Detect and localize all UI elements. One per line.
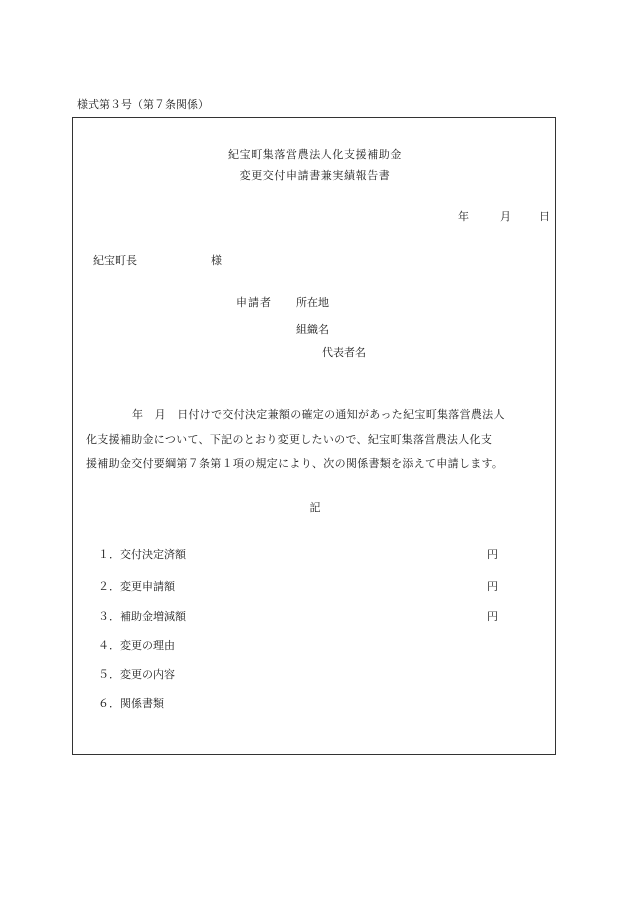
- list-item-change-amount: ３．補助金増減額: [98, 610, 186, 623]
- document-title-line-1: 紀宝町集落営農法人化支援補助金: [228, 148, 402, 161]
- date-year: 年: [458, 210, 469, 223]
- list-item-change-content: ５．変更の内容: [98, 668, 175, 681]
- body-text-line-2: 化支援補助金について、下記のとおり変更したいので、紀宝町集落営農法人化支: [86, 433, 493, 446]
- body-text-line-1: 年 月 日付けで交付決定兼額の確定の通知があった紀宝町集落営農法人: [132, 408, 505, 421]
- applicant-organization-label: 組織名: [296, 323, 329, 336]
- yen-unit: 円: [487, 610, 498, 623]
- ki-heading: 記: [309, 501, 321, 514]
- list-item-requested-amount: ２．変更申請額: [98, 580, 175, 593]
- body-text-line-3: 援補助金交付要綱第７条第１項の規定により、次の関係書類を添えて申請します。: [86, 457, 504, 470]
- applicant-address-label: 所在地: [296, 296, 329, 309]
- applicant-representative-label: 代表者名: [322, 346, 366, 359]
- list-item-change-reason: ４．変更の理由: [98, 639, 175, 652]
- yen-unit: 円: [487, 580, 498, 593]
- date-day: 日: [539, 210, 550, 223]
- yen-unit: 円: [487, 548, 498, 561]
- applicant-label: 申請者: [236, 296, 272, 309]
- date-month: 月: [500, 210, 511, 223]
- list-item-granted-amount: １．交付決定済額: [98, 548, 186, 561]
- addressee-name: 紀宝町長: [93, 254, 137, 267]
- list-item-related-documents: ６．関係書類: [98, 697, 164, 710]
- addressee-honorific: 様: [211, 254, 222, 267]
- document-title-line-2: 変更交付申請書兼実績報告書: [239, 169, 391, 182]
- form-number-label: 様式第３号（第７条関係）: [77, 98, 209, 111]
